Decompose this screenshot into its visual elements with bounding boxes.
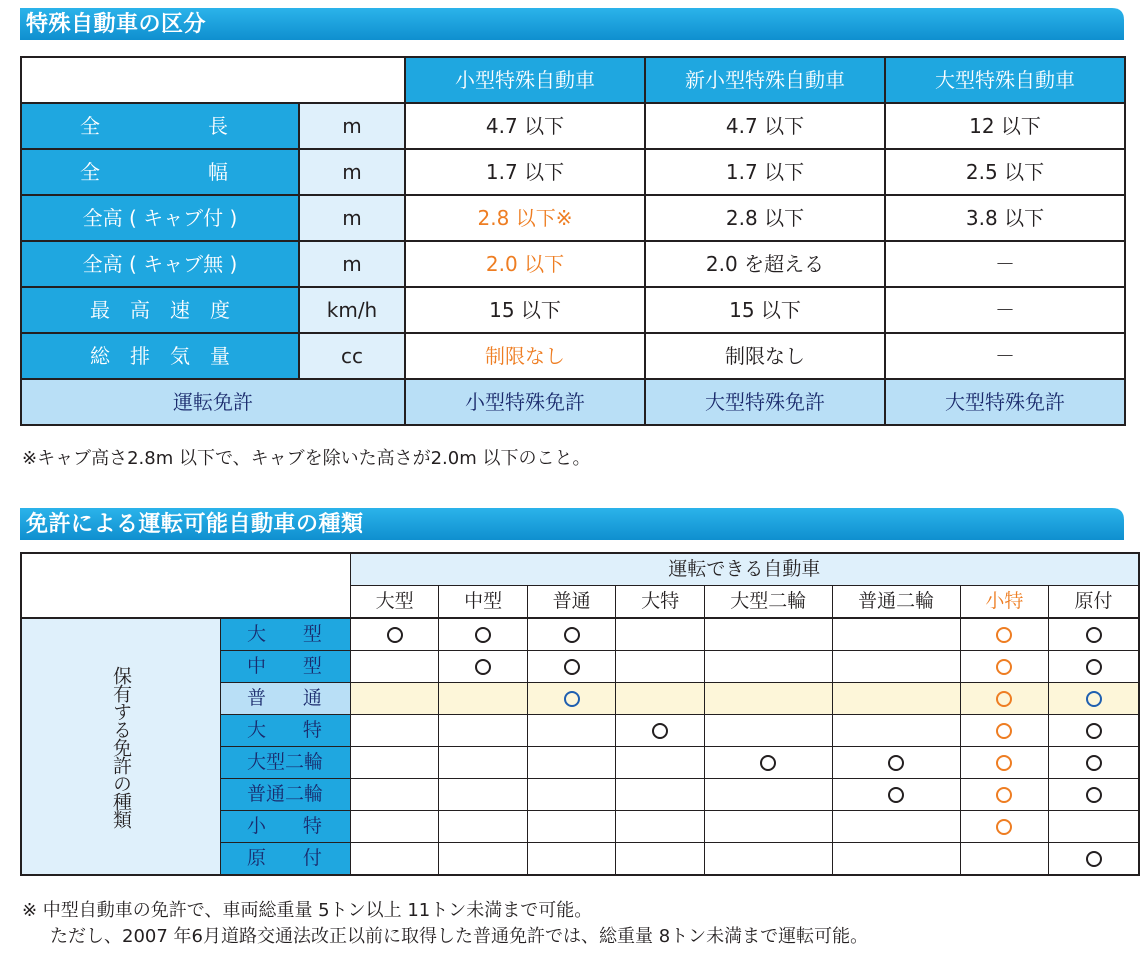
mark-cell [527,651,616,683]
table2-footnote [22,898,868,950]
circle-mark-icon [564,659,580,675]
section1-header [20,8,1124,40]
mark-cell [439,843,528,876]
row-label-char: 付 [302,847,322,869]
license-vehicle-table [20,552,1140,876]
row-label [221,618,351,651]
mark-cell [832,651,960,683]
mark-cell [1049,683,1139,715]
circle-mark-icon [564,691,580,707]
row-label-max-speed: 最 高 速 度 [21,287,299,333]
license-label: 運転免許 [21,379,405,425]
category-header: 運転できる自動車 [350,553,1139,586]
row-length [21,103,1125,149]
row-group-label-text: 保有する免許の種類 [110,665,132,828]
value-cell: － [885,287,1125,333]
mark-cell [527,618,616,651]
row-label [221,811,351,843]
row-label [221,651,351,683]
mark-cell [350,747,439,779]
mark-cell [704,779,832,811]
mark-cell [960,843,1049,876]
table1-footnote: ※キャブ高さ2.8m 以下で、キャブを除いた高さが2.0m 以下のこと。 [22,448,591,469]
value-cell: 15 以下 [645,287,885,333]
footnote-line1: ※ 中型自動車の免許で、車両総重量 5トン以上 11トン未満まで可能。 [22,900,593,921]
mark-cell [832,779,960,811]
row-label-char: 型 [302,623,322,645]
circle-mark-icon [652,723,668,739]
mark-cell [832,715,960,747]
col-header-large: 大型特殊自動車 [885,57,1125,103]
unit-cell: km/h [299,287,405,333]
unit-cell: m [299,241,405,287]
row-label [221,779,351,811]
row-label-height-cab: 全高 ( キャブ付 ) [21,195,299,241]
mark-cell [439,779,528,811]
unit-cell: m [299,103,405,149]
circle-mark-icon [996,787,1012,803]
circle-mark-icon [996,659,1012,675]
row-label [221,715,351,747]
col-header: 大特 [616,586,705,619]
row-label-width: 全 幅 [21,149,299,195]
col-header: 普通 [527,586,616,619]
mark-cell [350,779,439,811]
circle-mark-icon [888,755,904,771]
value-cell: 2.0 を超える [645,241,885,287]
row-label-char: 型 [302,655,322,677]
value-cell: － [885,241,1125,287]
mark-cell [350,683,439,715]
value-cell: 1.7 以下 [645,149,885,195]
row-width [21,149,1125,195]
row-max-speed [21,287,1125,333]
license-cell: 小型特殊免許 [405,379,645,425]
mark-cell [960,651,1049,683]
row-label-char: 大 [247,623,267,645]
row-label [221,683,351,715]
circle-mark-icon [564,627,580,643]
mark-cell [960,715,1049,747]
mark-cell [350,651,439,683]
mark-cell [439,715,528,747]
circle-mark-icon [1086,691,1102,707]
mark-cell [616,779,705,811]
mark-cell [1049,715,1139,747]
circle-mark-icon [888,787,904,803]
circle-mark-icon [996,723,1012,739]
mark-cell [616,618,705,651]
row-label-char: 特 [302,719,322,741]
mark-cell [960,779,1049,811]
mark-cell [704,843,832,876]
mark-cell [704,747,832,779]
mark-cell [832,683,960,715]
mark-cell [527,811,616,843]
col-header: 原付 [1049,586,1139,619]
mark-cell [832,811,960,843]
circle-mark-icon [996,691,1012,707]
row-label-height-nocab: 全高 ( キャブ無 ) [21,241,299,287]
circle-mark-icon [1086,723,1102,739]
value-cell: 制限なし [645,333,885,379]
row-label-char: 大 [247,719,267,741]
mark-cell [527,747,616,779]
circle-mark-icon [760,755,776,771]
mark-cell [704,651,832,683]
mark-cell [960,683,1049,715]
row-label-length: 全 長 [21,103,299,149]
value-cell: 4.7 以下 [405,103,645,149]
circle-mark-icon [475,627,491,643]
mark-cell [439,618,528,651]
circle-mark-icon [1086,755,1102,771]
mark-cell [350,811,439,843]
row-label [221,843,351,876]
row-group-label [21,618,221,875]
mark-cell [527,715,616,747]
section2-title: 免許による運転可能自動車の種類 [26,512,364,537]
license-cell: 大型特殊免許 [885,379,1125,425]
mark-cell [1049,843,1139,876]
row-license [21,379,1125,425]
mark-cell [704,715,832,747]
mark-cell [439,747,528,779]
mark-cell [439,683,528,715]
value-cell: 15 以下 [405,287,645,333]
corner-cell [21,553,350,618]
mark-cell [1049,779,1139,811]
circle-mark-icon [996,819,1012,835]
value-cell: 2.8 以下※ [405,195,645,241]
value-cell: 3.8 以下 [885,195,1125,241]
mark-cell [960,747,1049,779]
mark-cell [1049,747,1139,779]
mark-cell [616,683,705,715]
mark-cell [704,683,832,715]
circle-mark-icon [387,627,403,643]
row-label-char: 中 [247,655,267,677]
value-cell: 2.0 以下 [405,241,645,287]
mark-cell [1049,618,1139,651]
section1-title: 特殊自動車の区分 [26,12,207,37]
value-cell: 2.8 以下 [645,195,885,241]
circle-mark-icon [996,627,1012,643]
section2-header [20,508,1124,540]
mark-cell [350,715,439,747]
value-cell: 12 以下 [885,103,1125,149]
vehicle-class-table [20,56,1126,426]
license-row [21,618,1139,651]
row-label-displacement: 総 排 気 量 [21,333,299,379]
mark-cell [616,811,705,843]
mark-cell [1049,651,1139,683]
mark-cell [616,715,705,747]
mark-cell [527,843,616,876]
mark-cell [616,843,705,876]
mark-cell [704,618,832,651]
mark-cell [960,811,1049,843]
circle-mark-icon [1086,851,1102,867]
mark-cell [350,618,439,651]
circle-mark-icon [1086,659,1102,675]
mark-cell [439,811,528,843]
mark-cell [832,843,960,876]
col-header: 大型二輪 [704,586,832,619]
footnote-line2: ただし、2007 年6月道路交通法改正以前に取得した普通免許では、総重量 8トン未満まで運転可能。 [50,926,869,947]
mark-cell [527,683,616,715]
col-header: 普通二輪 [832,586,960,619]
mark-cell [832,618,960,651]
value-cell: － [885,333,1125,379]
row-height-nocab [21,241,1125,287]
unit-cell: m [299,195,405,241]
value-cell: 1.7 以下 [405,149,645,195]
mark-cell [616,651,705,683]
mark-cell [1049,811,1139,843]
mark-cell [439,651,528,683]
row-label-text: 大型二輪 [247,751,324,773]
row-label-char: 特 [302,815,322,837]
mark-cell [616,747,705,779]
col-header: 大型 [350,586,439,619]
circle-mark-icon [996,755,1012,771]
row-height-cab [21,195,1125,241]
col-header-small: 小型特殊自動車 [405,57,645,103]
mark-cell [527,779,616,811]
circle-mark-icon [1086,627,1102,643]
value-cell: 4.7 以下 [645,103,885,149]
value-cell: 2.5 以下 [885,149,1125,195]
mark-cell [350,843,439,876]
col-header-new-small: 新小型特殊自動車 [645,57,885,103]
row-label-char: 通 [302,687,322,709]
col-header: 小特 [960,586,1049,619]
license-cell: 大型特殊免許 [645,379,885,425]
corner-cell [21,57,405,103]
col-header: 中型 [439,586,528,619]
row-label-char: 普 [247,687,267,709]
unit-cell: cc [299,333,405,379]
value-cell: 制限なし [405,333,645,379]
unit-cell: m [299,149,405,195]
row-label-char: 原 [247,847,267,869]
mark-cell [960,618,1049,651]
mark-cell [704,811,832,843]
circle-mark-icon [475,659,491,675]
row-displacement [21,333,1125,379]
circle-mark-icon [1086,787,1102,803]
mark-cell [832,747,960,779]
row-label-text: 普通二輪 [247,783,324,805]
row-label [221,747,351,779]
row-label-char: 小 [247,815,267,837]
